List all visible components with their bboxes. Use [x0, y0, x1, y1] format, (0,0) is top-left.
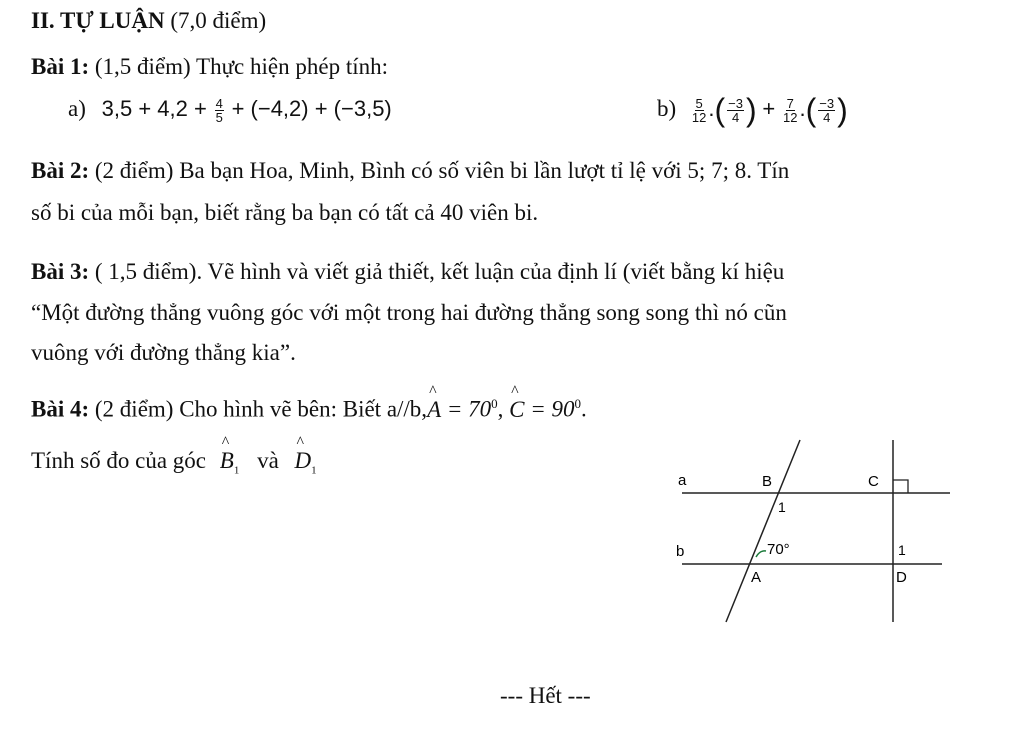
bai1-a-expr-2: + (−4,2) + (−3,5)	[231, 96, 392, 121]
fig-label-70: 70°	[767, 541, 790, 558]
bai2-line1	[31, 158, 789, 184]
angle-d-subscript: 1	[311, 464, 317, 477]
bai1-a-frac-num: 4	[215, 96, 223, 112]
degree-mark-c: 0	[574, 396, 582, 411]
bai1-heading	[31, 54, 388, 80]
bai1-b-frac2-den: 4	[731, 110, 740, 125]
bai1-b-frac1	[692, 97, 706, 124]
bai3-line1	[31, 259, 784, 285]
bai1-b-frac4	[818, 97, 835, 124]
angle-b-symbol: ^ B	[220, 448, 234, 473]
angle-d-symbol: ^ D	[295, 448, 312, 473]
bai4-text: (2 điểm) Cho hình vẽ bên: Biết a//b,	[94, 396, 428, 422]
bai4-line1	[31, 396, 587, 423]
bai1-a-frac-den: 5	[215, 110, 223, 126]
fig-label-D: D	[896, 569, 907, 586]
conjunction-va: và	[257, 448, 279, 473]
bai1-b-frac3-den: 12	[783, 110, 798, 125]
footer-end: --- Hết ---	[500, 683, 591, 708]
section-title-text: II. TỰ LUẬN	[31, 8, 165, 33]
angle-c-value: = 90	[530, 396, 575, 422]
section-title	[31, 8, 266, 34]
bai1-b-frac3-num: 7	[786, 96, 794, 111]
bai1-a-expr-1: 3,5 + 4,2 +	[101, 96, 207, 121]
comma: ,	[497, 396, 504, 422]
bai1-b-plus: +	[762, 95, 776, 121]
bai1-b-frac4-num: −3	[819, 96, 835, 111]
degree-mark-a: 0	[491, 396, 498, 411]
bai2-text-1: (2 điểm) Ba bạn Hoa, Minh, Bình có số viên bi lần lượt tỉ lệ với 5; 7; 8. Tín	[94, 158, 790, 183]
bai3-line2: “Một đường thẳng vuông góc với một trong hai đường thẳng song song thì nó cũn	[31, 300, 787, 325]
fig-label-b: b	[676, 543, 685, 560]
bai2-line2: số bi của mỗi bạn, biết rằng ba bạn có tất cả 40 viên bi.	[31, 200, 539, 225]
bai3-label: Bài 3:	[31, 259, 90, 284]
bai1-b-frac3	[783, 97, 797, 124]
bai2-label: Bài 2:	[31, 158, 90, 183]
fig-label-B: B	[762, 473, 773, 490]
bai3-text-1: ( 1,5 điểm). Vẽ hình và viết giả thiết, kết luận của định lí (viết bằng kí hiệu	[94, 259, 785, 284]
geometry-figure	[660, 430, 960, 630]
angle-b-subscript: 1	[233, 464, 240, 477]
bai1-b-frac1-den: 12	[691, 110, 707, 125]
bai1-part-a	[68, 96, 392, 124]
bai1-label: Bài 1:	[31, 54, 90, 79]
right-angle-mark	[893, 480, 908, 493]
bai1-b-frac2	[727, 97, 744, 124]
bai4-line2	[31, 448, 317, 477]
bai1-b-frac2-num: −3	[728, 96, 743, 111]
bai1-b-frac1-num: 5	[695, 96, 703, 111]
bai4-line2-text: Tính số đo của góc	[31, 448, 207, 473]
bai3-line3: vuông với đường thẳng kia”.	[31, 340, 296, 365]
section-points: (7,0 điểm)	[170, 8, 267, 33]
transversal-ab	[726, 440, 800, 622]
angle-c-symbol: ^ C	[509, 397, 524, 422]
bai4-label: Bài 4:	[31, 396, 90, 422]
angle-a-value: = 70	[446, 396, 492, 422]
fig-label-1-right: 1	[898, 542, 906, 558]
bai1-a-label: a)	[68, 96, 86, 121]
bai1-part-b: b) $\frac{5}{12}$ .( $\frac{-3}{4}$ ) + $\frac{7}{12}$ .( $\frac{-3}{4}$ )	[657, 92, 848, 128]
fig-label-a: a	[678, 472, 687, 489]
fig-label-A: A	[751, 569, 762, 586]
fig-label-1-top: 1	[778, 499, 786, 515]
angle-a-symbol: ^ A	[427, 397, 441, 422]
period: .	[581, 396, 587, 422]
bai1-b-label: b)	[657, 95, 677, 121]
bai1-a-fraction	[215, 97, 224, 124]
fig-label-C: C	[868, 473, 879, 490]
bai1-text: (1,5 điểm) Thực hiện phép tính:	[94, 54, 388, 79]
bai1-b-frac4-den: 4	[823, 110, 831, 125]
angle-arc-a	[756, 551, 766, 557]
